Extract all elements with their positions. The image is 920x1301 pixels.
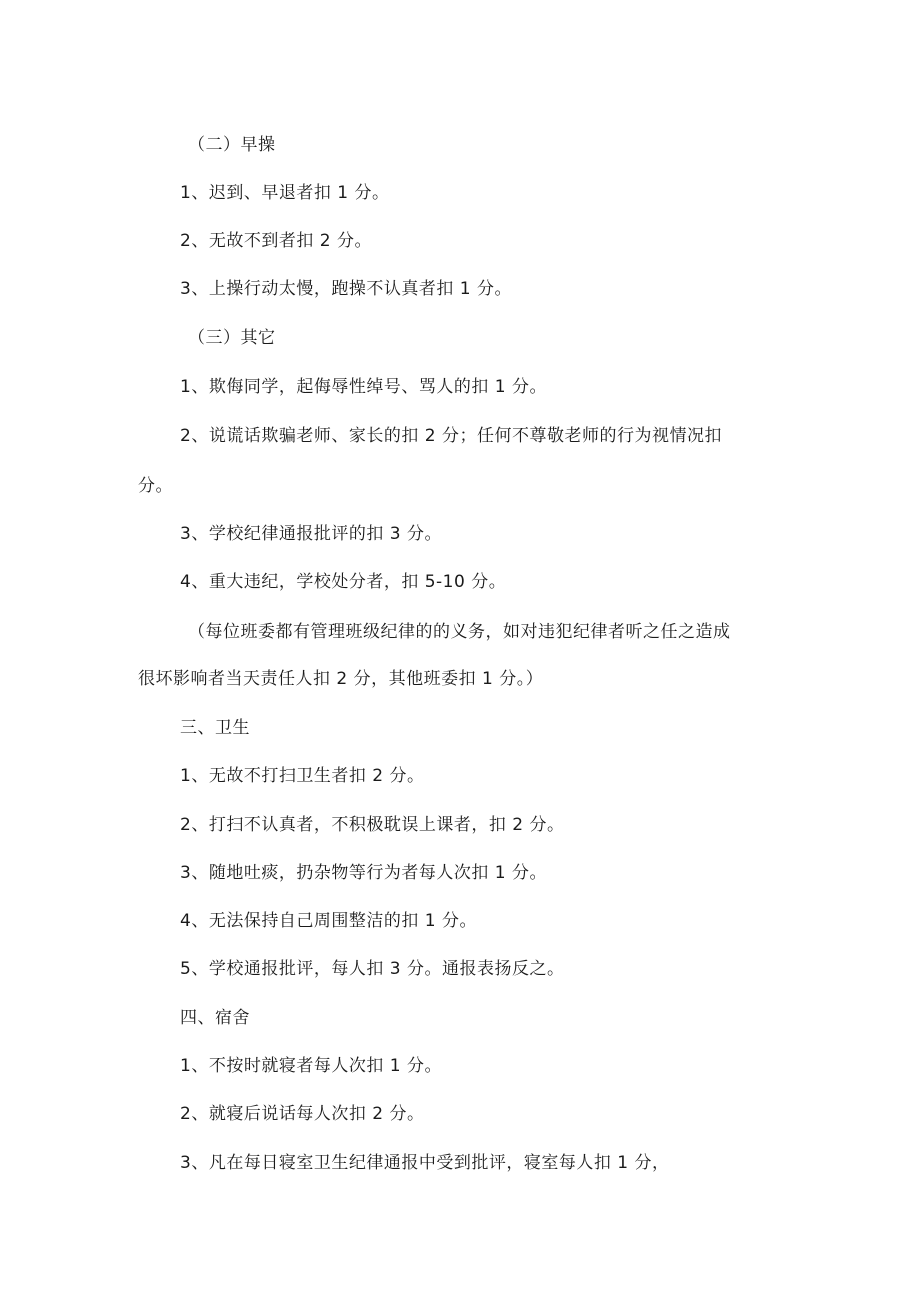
rule-item: 2、打扫不认真者，不积极耽误上课者，扣 2 分。 (180, 815, 565, 835)
heading-dormitory: 四、宿舍 (180, 1008, 250, 1028)
rule-item: 1、欺侮同学，起侮辱性绰号、骂人的扣 1 分。 (180, 377, 547, 397)
heading-hygiene: 三、卫生 (180, 718, 250, 738)
rule-item: 2、说谎话欺骗老师、家长的扣 2 分；任何不尊敬老师的行为视情况扣 (180, 426, 722, 446)
rule-item: 1、不按时就寝者每人次扣 1 分。 (180, 1056, 442, 1076)
rule-item: 4、重大违纪，学校处分者，扣 5-10 分。 (180, 572, 507, 592)
rule-item: 1、迟到、早退者扣 1 分。 (180, 183, 390, 203)
rule-item: 3、随地吐痰，扔杂物等行为者每人次扣 1 分。 (180, 863, 547, 883)
heading-other: （三）其它 (188, 328, 276, 348)
note-paragraph: （每位班委都有管理班级纪律的的义务，如对违犯纪律者听之任之造成 (188, 622, 731, 642)
rule-item: 3、凡在每日寝室卫生纪律通报中受到批评，寝室每人扣 1 分， (180, 1153, 670, 1173)
rule-item-continuation: 分。 (138, 476, 173, 496)
rule-item: 3、学校纪律通报批评的扣 3 分。 (180, 524, 442, 544)
note-paragraph-continuation: 很坏影响者当天责任人扣 2 分，其他班委扣 1 分。） (138, 669, 544, 689)
heading-morning-exercise: （二）早操 (188, 135, 276, 155)
rule-item: 2、无故不到者扣 2 分。 (180, 231, 372, 251)
rule-item: 4、无法保持自己周围整洁的扣 1 分。 (180, 911, 477, 931)
rule-item: 5、学校通报批评，每人扣 3 分。通报表扬反之。 (180, 959, 565, 979)
rule-item: 1、无故不打扫卫生者扣 2 分。 (180, 766, 425, 786)
rule-item: 3、上操行动太慢，跑操不认真者扣 1 分。 (180, 279, 512, 299)
rule-item: 2、就寝后说话每人次扣 2 分。 (180, 1104, 425, 1124)
